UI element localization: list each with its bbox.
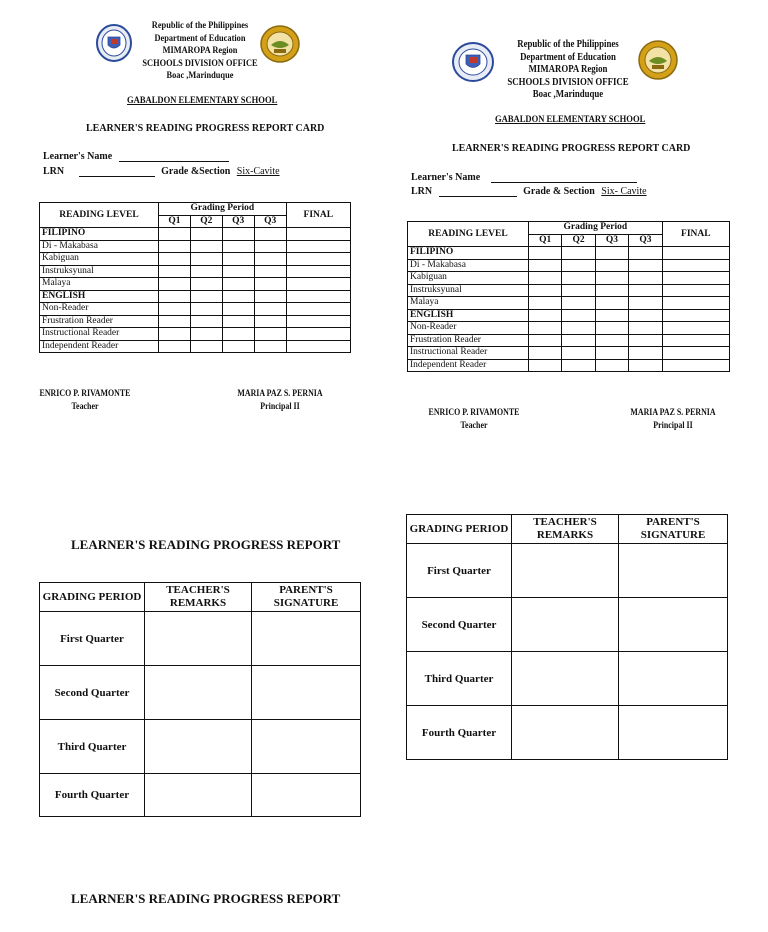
parents-signature-header: PARENT'S SIGNATURE <box>252 583 361 612</box>
row-label: Instruksyunal <box>40 265 159 278</box>
row-label: Instruksyunal <box>408 284 529 297</box>
row-label: Malaya <box>408 297 529 310</box>
principal-signature <box>232 387 329 412</box>
header-line: SCHOOLS DIVISION OFFICE <box>142 58 258 69</box>
grade-section-label: Grade &Section <box>161 166 231 177</box>
header-line: MIMAROPA Region <box>162 46 238 56</box>
principal-role: Principal II <box>653 419 693 430</box>
teacher-signature <box>37 387 134 412</box>
table-row <box>40 315 351 328</box>
table-row <box>40 612 361 666</box>
remarks-cell[interactable] <box>512 706 619 760</box>
teacher-role: Teacher <box>460 419 488 430</box>
principal-role: Principal II <box>260 400 300 411</box>
remarks-cell[interactable] <box>512 598 619 652</box>
table-row <box>40 303 351 316</box>
section-value: Six- Cavite <box>601 186 647 197</box>
remarks-cell[interactable] <box>145 774 252 817</box>
table-row <box>408 359 730 372</box>
lrn-label: LRN <box>43 166 65 177</box>
table-row <box>40 278 351 291</box>
principal-signature <box>625 406 722 431</box>
grading-period-header: Grading Period <box>159 203 287 216</box>
row-label: ENGLISH <box>408 309 529 322</box>
quarter-label: First Quarter <box>40 612 145 666</box>
table-row <box>408 272 730 285</box>
final-header: FINAL <box>662 222 729 247</box>
reading-level-header: READING LEVEL <box>408 222 529 247</box>
signature-cell[interactable] <box>619 544 728 598</box>
table-row <box>40 253 351 266</box>
header-line: SCHOOLS DIVISION OFFICE <box>507 76 629 88</box>
remarks-cell[interactable] <box>145 720 252 774</box>
header-line: Boac ,Marinduque <box>532 89 604 100</box>
row-label: Kabiguan <box>40 253 159 266</box>
reading-level-table <box>39 202 351 353</box>
quarter-header: Q3 <box>222 215 254 228</box>
row-label: Kabiguan <box>408 272 529 285</box>
quarter-label: Second Quarter <box>40 666 145 720</box>
learner-name-line[interactable] <box>491 182 637 183</box>
grading-period-header: Grading Period <box>529 222 663 235</box>
table-row <box>40 240 351 253</box>
header-line: MIMAROPA Region <box>528 64 608 75</box>
remarks-table <box>39 582 361 817</box>
principal-name: MARIA PAZ S. PERNIA <box>237 388 323 398</box>
lrn-field[interactable] <box>411 186 647 197</box>
card-right <box>384 0 768 440</box>
quarter-label: Third Quarter <box>40 720 145 774</box>
table-row <box>408 322 730 335</box>
table-row <box>408 347 730 360</box>
row-label: FILIPINO <box>40 228 159 241</box>
row-label: Frustration Reader <box>40 315 159 328</box>
school-name: GABALDON ELEMENTARY SCHOOL <box>127 96 278 106</box>
table-row <box>40 228 351 241</box>
grade-section-label: Grade & Section <box>523 186 595 197</box>
teacher-name: ENRICO P. RIVAMONTE <box>39 388 131 398</box>
signature-cell[interactable] <box>252 774 361 817</box>
signature-cell[interactable] <box>252 612 361 666</box>
table-row <box>408 247 730 260</box>
lrn-line[interactable] <box>439 196 517 197</box>
table-row <box>407 598 728 652</box>
signature-cell[interactable] <box>619 706 728 760</box>
quarter-header: Q1 <box>529 234 562 247</box>
quarter-label: First Quarter <box>407 544 512 598</box>
header-line: Department of Education <box>520 51 616 63</box>
learner-name-field[interactable] <box>43 151 229 162</box>
row-label: Malaya <box>40 278 159 291</box>
table-row <box>40 290 351 303</box>
remarks-cell[interactable] <box>145 612 252 666</box>
quarter-header: Q3 <box>629 234 662 247</box>
row-label: Instructional Reader <box>40 328 159 341</box>
teacher-role: Teacher <box>71 400 99 411</box>
header-line: Boac ,Marinduque <box>166 71 234 81</box>
reading-level-header: READING LEVEL <box>40 203 159 228</box>
table-row <box>40 340 351 353</box>
card-title: LEARNER'S READING PROGRESS REPORT CARD <box>452 143 691 154</box>
quarter-label: Fourth Quarter <box>407 706 512 760</box>
table-row <box>40 720 361 774</box>
principal-name: MARIA PAZ S. PERNIA <box>630 407 716 417</box>
table-row <box>408 297 730 310</box>
remarks-cell[interactable] <box>512 652 619 706</box>
teacher-signature <box>426 406 523 431</box>
table-row <box>408 334 730 347</box>
remarks-title: LEARNER'S READING PROGRESS REPORT <box>71 537 341 552</box>
quarter-header: Q3 <box>595 234 628 247</box>
row-label: FILIPINO <box>408 247 529 260</box>
table-row <box>40 328 351 341</box>
reading-level-table <box>407 221 730 372</box>
learner-name-label: Learner's Name <box>411 172 481 183</box>
row-label: ENGLISH <box>40 290 159 303</box>
table-row <box>408 259 730 272</box>
header-block <box>112 20 288 83</box>
signature-cell[interactable] <box>619 598 728 652</box>
quarter-label: Second Quarter <box>407 598 512 652</box>
teacher-name: ENRICO P. RIVAMONTE <box>428 407 520 417</box>
school-name: GABALDON ELEMENTARY SCHOOL <box>495 115 646 125</box>
teachers-remarks-header: TEACHER'S REMARKS <box>145 583 252 612</box>
row-label: Frustration Reader <box>408 334 529 347</box>
parents-signature-header: PARENT'S SIGNATURE <box>619 515 728 544</box>
learner-name-line[interactable] <box>119 161 229 162</box>
row-label: Independent Reader <box>40 340 159 353</box>
teachers-remarks-header: TEACHER'S REMARKS <box>512 515 619 544</box>
grading-period-header: GRADING PERIOD <box>40 583 145 612</box>
table-row <box>40 666 361 720</box>
section-value: Six-Cavite <box>236 166 280 177</box>
header-line: Republic of the Philippines <box>517 39 619 50</box>
table-row <box>407 544 728 598</box>
table-row <box>40 265 351 278</box>
table-row <box>407 652 728 706</box>
lrn-line[interactable] <box>79 176 155 177</box>
remarks-table <box>406 514 728 760</box>
quarter-label: Third Quarter <box>407 652 512 706</box>
remarks-title: LEARNER'S READING PROGRESS REPORT <box>71 891 341 906</box>
remarks-cell[interactable] <box>512 544 619 598</box>
row-label: Di - Makabasa <box>408 259 529 272</box>
card-title: LEARNER'S READING PROGRESS REPORT CARD <box>86 123 325 134</box>
remarks-cell[interactable] <box>145 666 252 720</box>
card-left <box>0 0 384 440</box>
learner-name-field[interactable] <box>411 172 637 183</box>
row-label: Non-Reader <box>408 322 529 335</box>
row-label: Non-Reader <box>40 303 159 316</box>
quarter-header: Q3 <box>254 215 286 228</box>
signature-cell[interactable] <box>619 652 728 706</box>
table-row <box>408 309 730 322</box>
table-row <box>40 774 361 817</box>
signature-cell[interactable] <box>252 720 361 774</box>
table-row <box>407 706 728 760</box>
header-block <box>480 39 656 102</box>
quarter-label: Fourth Quarter <box>40 774 145 817</box>
header-line: Republic of the Philippines <box>151 21 249 31</box>
quarter-header: Q1 <box>159 215 191 228</box>
quarter-header: Q2 <box>562 234 595 247</box>
row-label: Instructional Reader <box>408 347 529 360</box>
learner-name-label: Learner's Name <box>43 151 113 162</box>
header-line: Department of Education <box>154 33 246 44</box>
lrn-field[interactable] <box>43 166 280 177</box>
table-row <box>408 284 730 297</box>
signature-cell[interactable] <box>252 666 361 720</box>
row-label: Di - Makabasa <box>40 240 159 253</box>
final-header: FINAL <box>286 203 350 228</box>
row-label: Independent Reader <box>408 359 529 372</box>
quarter-header: Q2 <box>190 215 222 228</box>
lrn-label: LRN <box>411 186 433 197</box>
grading-period-header: GRADING PERIOD <box>407 515 512 544</box>
